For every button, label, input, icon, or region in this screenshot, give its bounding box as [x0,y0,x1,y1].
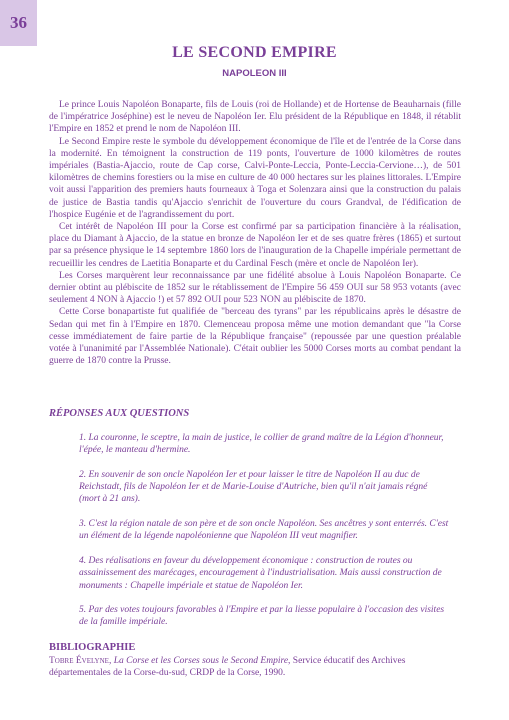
bibliography-entry: Tobre Évelyne, La Corse et les Corses sous le Second Empire, Service éducatif des Archives départementales de la Corse-du-sud, CRDP de la Corse, 1990. [49,656,406,679]
bibliography-author: Tobre Évelyne [49,656,109,666]
paragraph-5: Cette Corse bonapartiste fut qualifiée de "berceau des tyrans" par les républicains après le désastre de Sedan qui met fin à l'Empire en 1870. Clemenceau proposa même une motion demandant que "la Corse cesse immédiatement de faire partie de la République française" (repoussée par une question préalable votée à l'unanimité par l'Assemblée Nationale). C'était oublier les 5000 Corses morts au combat pendant la guerre de 1870 contre la Prusse. [49,307,461,367]
answer-1: 1. La couronne, le sceptre, la main de justice, le collier de grand maître de la Légion d'honneur, l'épée, le manteau d'hermine. [79,433,444,456]
bibliography-title: La Corse et les Corses sous le Second Empire [113,656,289,666]
page-title: LE SECOND EMPIRE [172,44,337,61]
page-number-badge [0,0,37,46]
page-subtitle: NAPOLEON III [222,68,287,79]
paragraph-2: Le Second Empire reste le symbole du développement économique de l'île et de l'entrée de la Corse dans la modernité. En témoignent la construction de 119 ponts, l'ouverture de 1000 kilomètres de routes impériales (Bastia-Ajaccio, route de Cap corse, Calvi-Ponte-Leccia, Ponte-Leccia-Cervione…), de 501 kilomètres de chemins forestiers ou la mise en culture de 40 000 hectares sur les plaines littorales. L'Empire voit aussi l'apparition des premiers hauts fourneaux à Toga et Solenzara ainsi que la construction du palais de justice de Bastia tandis qu'Ajaccio s'enrichit de l'ouverture du cours Grandval, de l'édification de l'hospice Eugénie et de l'agrandissement du port. [49,136,461,220]
paragraph-4: Les Corses marquèrent leur reconnaissance par une fidélité absolue à Louis Napoléon Bonaparte. Ce dernier obtint au plébiscite de 1852 sur le rétablissement de l'Empire 56 459 OUI sur 58 953 votants (avec seulement 4 NON à Ajaccio !) et 57 892 OUI pour 523 NON au plébiscite de 1870. [49,270,461,306]
answers-list [79,432,449,641]
paragraph-1: Le prince Louis Napoléon Bonaparte, fils de Louis (roi de Hollande) et de Hortense de Beauharnais (fille de l'impératrice Joséphine) est le neveu de Napoléon Ier. Elu président de la République en 1848, il rétablit l'Empire en 1852 et prend le nom de Napoléon III. [49,100,461,135]
bibliography-heading: BIBLIOGRAPHIE [49,642,136,653]
article-body [49,99,461,367]
page-number: 36 [10,13,27,32]
answer-5: 5. Par des votes toujours favorables à l'Empire et par la liesse populaire à l'occasion des visites de la famille impériale. [79,605,445,628]
answer-4: 4. Des réalisations en faveur du développement économique : construction de routes ou assainissement des marécages, encouragement à l'industrialisation. Mais aussi construction de monuments : Chapelle impériale et statue de Napoléon Ier. [79,555,442,591]
answer-3: 3. C'est la région natale de son père et de son oncle Napoléon. Ses ancêtres y sont enterrés. C'est un élément de la légende napoléonienne que Napoléon III veut magnifier. [79,519,449,542]
bibliography-publisher: , Service éducatif des Archives départementales de la Corse-du-sud, CRDP de la Corse, 1990. [49,656,406,679]
questions-heading: RÉPONSES AUX QUESTIONS [49,408,190,419]
paragraph-3: Cet intérêt de Napoléon III pour la Corse est confirmé par sa participation financière à la réalisation, place du Diamant à Ajaccio, de la statue en bronze de Napoléon Ier et de ses quatre frères (1865) et surtout par sa présence physique le 14 septembre 1860 lors de l'inauguration de la Chapelle impériale permettant de recueillir les cendres de Laetitia Bonaparte et du Cardinal Fesch (mère et oncle de Napoléon Ier). [49,222,461,269]
answer-2: 2. En souvenir de son oncle Napoléon Ier et pour laisser le titre de Napoléon II au duc de Reichstadt, fils de Napoléon Ier et de Marie-Louise d'Autriche, bien qu'il n'ait jamais régné (mort à 21 ans). [79,469,428,505]
